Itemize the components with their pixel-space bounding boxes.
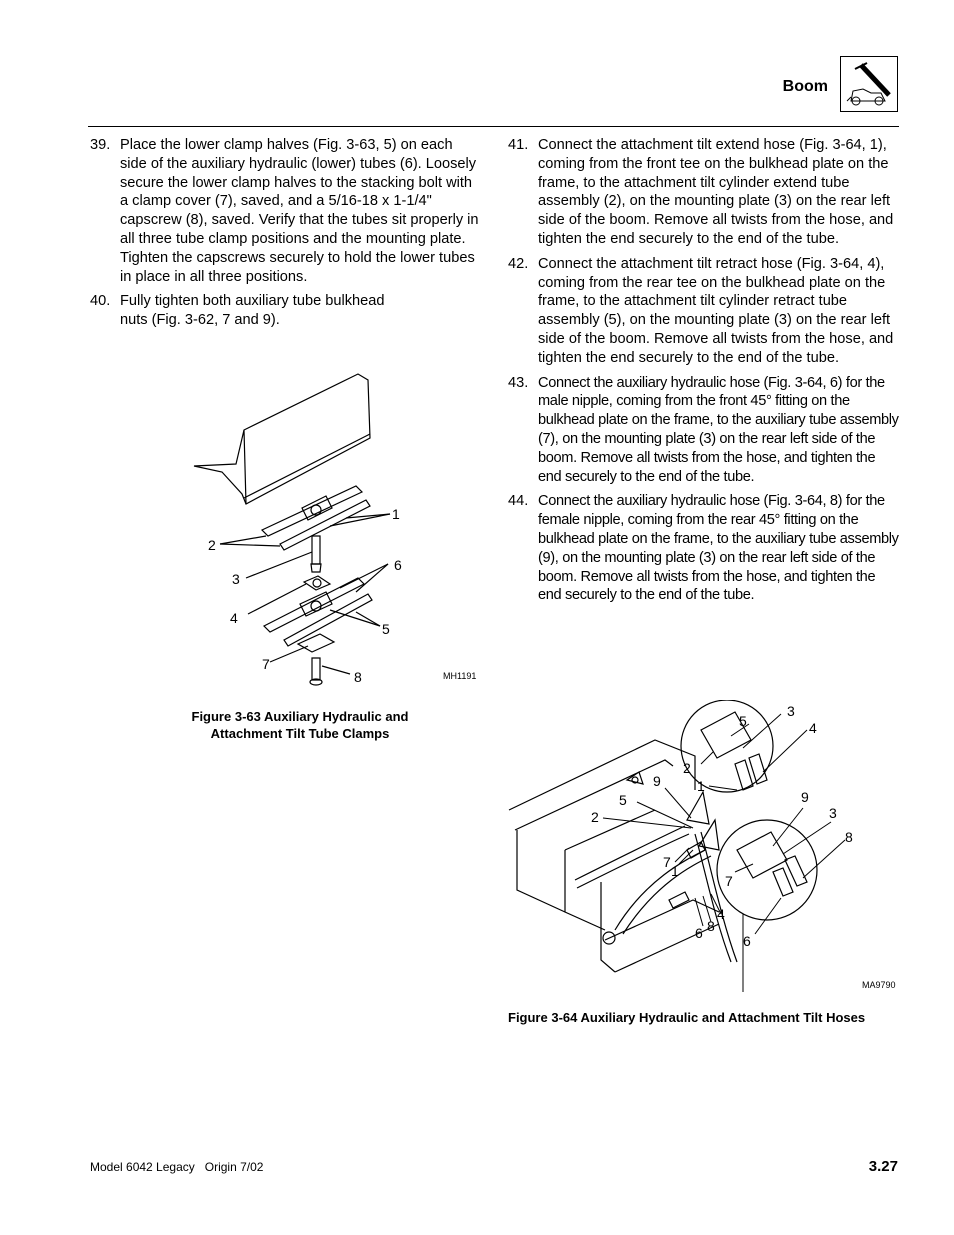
step-text: Connect the auxiliary hydraulic hose (Fig. 3-64, 8) for the female nipple, coming from the rear 45° fitting on the bulkhead plate on the frame, to the auxiliary tube assembly (9), on the mounting plate (3) on the rear left side of the boom. Remove all twists from the hose, and tighten the end securely to the end of the tube. bbox=[538, 493, 899, 604]
detail-callout-4: 4 bbox=[809, 720, 817, 736]
step-40 bbox=[90, 292, 480, 330]
figure-caption bbox=[140, 708, 460, 742]
section-title: Boom bbox=[782, 78, 828, 95]
step-number: 39. bbox=[90, 137, 111, 153]
step-text: Connect the attachment tilt extend hose (Fig. 3-64, 1), coming from the front tee on the bulkhead plate on the frame, to the attachment tilt cylinder extend tube assembly (2), on the mounting plate (3) on the rear left side of the boom. Remove all twists from the hose, and tighten the end securely to the end of the tube. bbox=[538, 137, 894, 247]
detail-callout-3: 3 bbox=[829, 805, 837, 821]
step-44 bbox=[508, 492, 900, 605]
step-text: Place the lower clamp halves (Fig. 3-63, 5) on each side of the auxiliary hydraulic (lower) tubes (6). Loosely secure the lower clamp halves to the stacking bolt with a clamp cover (7), saved, and a 5/16-18 x 1-1/4" capscrew (8), saved. Verify that the tubes sit properly in all three tube clamp positions and the mounting plate. Tighten the capscrews securely to hold the lower tubes in place in all three positions. bbox=[120, 137, 479, 285]
footer-model: Model 6042 Legacy Origin 7/02 bbox=[90, 1160, 264, 1174]
hose-connection-illustration bbox=[505, 700, 900, 995]
detail-callout-9: 9 bbox=[801, 789, 809, 805]
step-42 bbox=[508, 255, 900, 368]
figure-caption: Figure 3-64 Auxiliary Hydraulic and Attachment Tilt Hoses bbox=[508, 1010, 866, 1025]
step-number: 41. bbox=[508, 137, 529, 153]
callout-9: 9 bbox=[653, 773, 661, 789]
detail-callout-3: 3 bbox=[787, 703, 795, 719]
step-text: Connect the attachment tilt retract hose (Fig. 3-64, 4), coming from the rear tee on the bulkhead plate on the frame, to the attachment tilt cylinder retract tube assembly (5), on the mounting plate (3) on the rear left side of the boom. Remove all twists from the hose, and tighten the end securely to the end of the tube. bbox=[538, 255, 894, 366]
tube-clamp-illustration bbox=[180, 368, 480, 690]
callout-1: 1 bbox=[392, 506, 400, 522]
step-43 bbox=[508, 374, 900, 487]
step-41 bbox=[508, 136, 900, 249]
step-39 bbox=[90, 136, 480, 286]
detail-callout-2: 2 bbox=[683, 760, 691, 776]
callout-4: 4 bbox=[717, 906, 725, 922]
callout-8: 8 bbox=[707, 918, 715, 934]
callout-6: 6 bbox=[695, 925, 703, 941]
figure-code: MH1191 bbox=[443, 671, 477, 681]
callout-6: 6 bbox=[394, 557, 402, 573]
callout-4: 4 bbox=[230, 610, 238, 626]
detail-callout-8: 8 bbox=[845, 829, 853, 845]
detail-callout-1: 1 bbox=[697, 778, 705, 794]
callout-1: 1 bbox=[671, 863, 679, 879]
detail-callout-5: 5 bbox=[739, 713, 747, 729]
step-text: Connect the auxiliary hydraulic hose (Fig. 3-64, 6) for the male nipple, coming from the front 45° fitting on the bulkhead plate on the frame, to the auxiliary tube assembly (7), on the mounting plate (3) on the rear left side of the boom. Remove all twists from the hose, and tighten the end securely to the end of the tube. bbox=[538, 374, 899, 485]
step-number: 42. bbox=[508, 255, 529, 272]
step-number: 40. bbox=[90, 293, 111, 310]
left-column bbox=[90, 136, 480, 336]
callout-2: 2 bbox=[591, 809, 599, 825]
page-number: 3.27 bbox=[868, 1158, 898, 1175]
callout-2: 2 bbox=[208, 537, 216, 553]
callout-8: 8 bbox=[354, 669, 362, 685]
step-number: 44. bbox=[508, 493, 529, 510]
callout-7: 7 bbox=[262, 656, 270, 672]
detail-callout-7: 7 bbox=[725, 873, 733, 889]
figure-code: MA9790 bbox=[862, 980, 896, 990]
callout-5: 5 bbox=[619, 792, 627, 808]
right-column bbox=[508, 136, 900, 611]
callout-3: 3 bbox=[232, 571, 240, 587]
callout-5: 5 bbox=[382, 621, 390, 637]
telehandler-boom-icon bbox=[840, 56, 898, 112]
caption-line: Attachment Tilt Tube Clamps bbox=[210, 726, 390, 741]
detail-callout-6: 6 bbox=[743, 933, 751, 949]
step-text: Fully tighten both auxiliary tube bulkhead nuts (Fig. 3-62, 7 and 9). bbox=[120, 293, 385, 329]
callout-7: 7 bbox=[663, 854, 671, 870]
caption-line: Figure 3-63 Auxiliary Hydraulic and bbox=[191, 709, 409, 724]
header-rule bbox=[88, 126, 899, 127]
step-number: 43. bbox=[508, 374, 529, 391]
